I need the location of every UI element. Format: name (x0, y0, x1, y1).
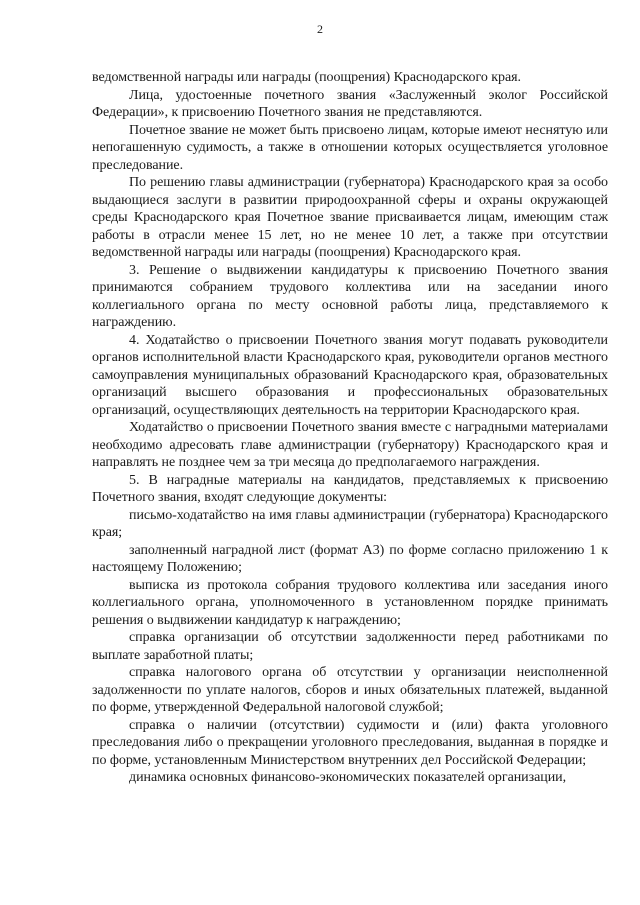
paragraph-criminal-record: Почетное звание не может быть присвоено лицам, которые имеют неснятую или непогашенную судимость, а также в отношении которых осуществляется уголовное преследование. (92, 122, 608, 173)
paragraph-award-continuation: ведомственной награды или награды (поощрения) Краснодарского края. (92, 70, 521, 85)
paragraph-item-3: 3. Решение о выдвижении кандидатуры к присвоению Почетного звания принимаются собранием трудового коллектива или на заседании иного коллегиального органа по месту основной работы лица, представляемого к награждению. (92, 262, 608, 330)
list-item-award-sheet: заполненный наградной лист (формат А3) по форме согласно приложению 1 к настоящему Положению; (92, 542, 608, 575)
list-item-salary-certificate: справка организации об отсутствии задолженности перед работниками по выплате заработной платы; (92, 630, 608, 663)
list-item-tax-certificate: справка налогового органа об отсутствии у организации неисполненной задолженности по уплате налогов, сборов и иных обязательных платежей, выданной по форме, утвержденной Федеральной налоговой службой; (92, 665, 608, 715)
paragraph-petition-address: Ходатайство о присвоении Почетного звания вместе с наградными материалами необходимо адресовать главе администрации (губернатору) Краснодарского края и направлять не позднее чем за три месяца до предполагаемого награждения. (92, 420, 608, 470)
list-item-financial-dynamics: динамика основных финансово-экономических показателей организации, (129, 770, 567, 785)
list-item-petition-letter: письмо-ходатайство на имя главы администрации (губернатора) Краснодарского края; (92, 507, 608, 540)
paragraph-item-5: 5. В наградные материалы на кандидатов, представляемых к присвоению Почетного звания, входят следующие документы: (92, 472, 608, 505)
paragraph-governor-decision: По решению главы администрации (губернатора) Краснодарского края за особо выдающиеся заслуги в развитии природоохранной сферы и охраны окружающей среды Краснодарского края Почетное звание присваивается лицам, имеющим стаж работы в отрасли менее 15 лет, но не менее 10 лет, а также при отсутствии ведомственной награды или награды (поощрения) Краснодарского края. (92, 175, 608, 260)
list-item-protocol-extract: выписка из протокола собрания трудового коллектива или заседания иного коллегиального органа, уполномоченного в установленном порядке принимать решения о выдвижении кандидатур к награждению; (92, 577, 608, 628)
paragraph-honored-ecologist: Лица, удостоенные почетного звания «Заслуженный эколог Российской Федерации», к присвоению Почетного звания не представляются. (92, 87, 608, 120)
page-number: 2 (317, 22, 323, 36)
list-item-criminal-record-certificate: справка о наличии (отсутствии) судимости и (или) факта уголовного преследования либо о прекращении уголовного преследования, выданная в порядке и по форме, установленным Министерством внутренних дел Российской Федерации; (92, 717, 608, 768)
paragraph-item-4: 4. Ходатайство о присвоении Почетного звания могут подавать руководители органов исполнительной власти Краснодарского края, руководители органов местного самоуправления муниципальных образований Краснодарского края, образовательных организаций высшего образования и профессиональных образовательных организаций, осуществляющих деятельность на территории Краснодарского края. (92, 332, 608, 418)
document-body (92, 69, 608, 787)
